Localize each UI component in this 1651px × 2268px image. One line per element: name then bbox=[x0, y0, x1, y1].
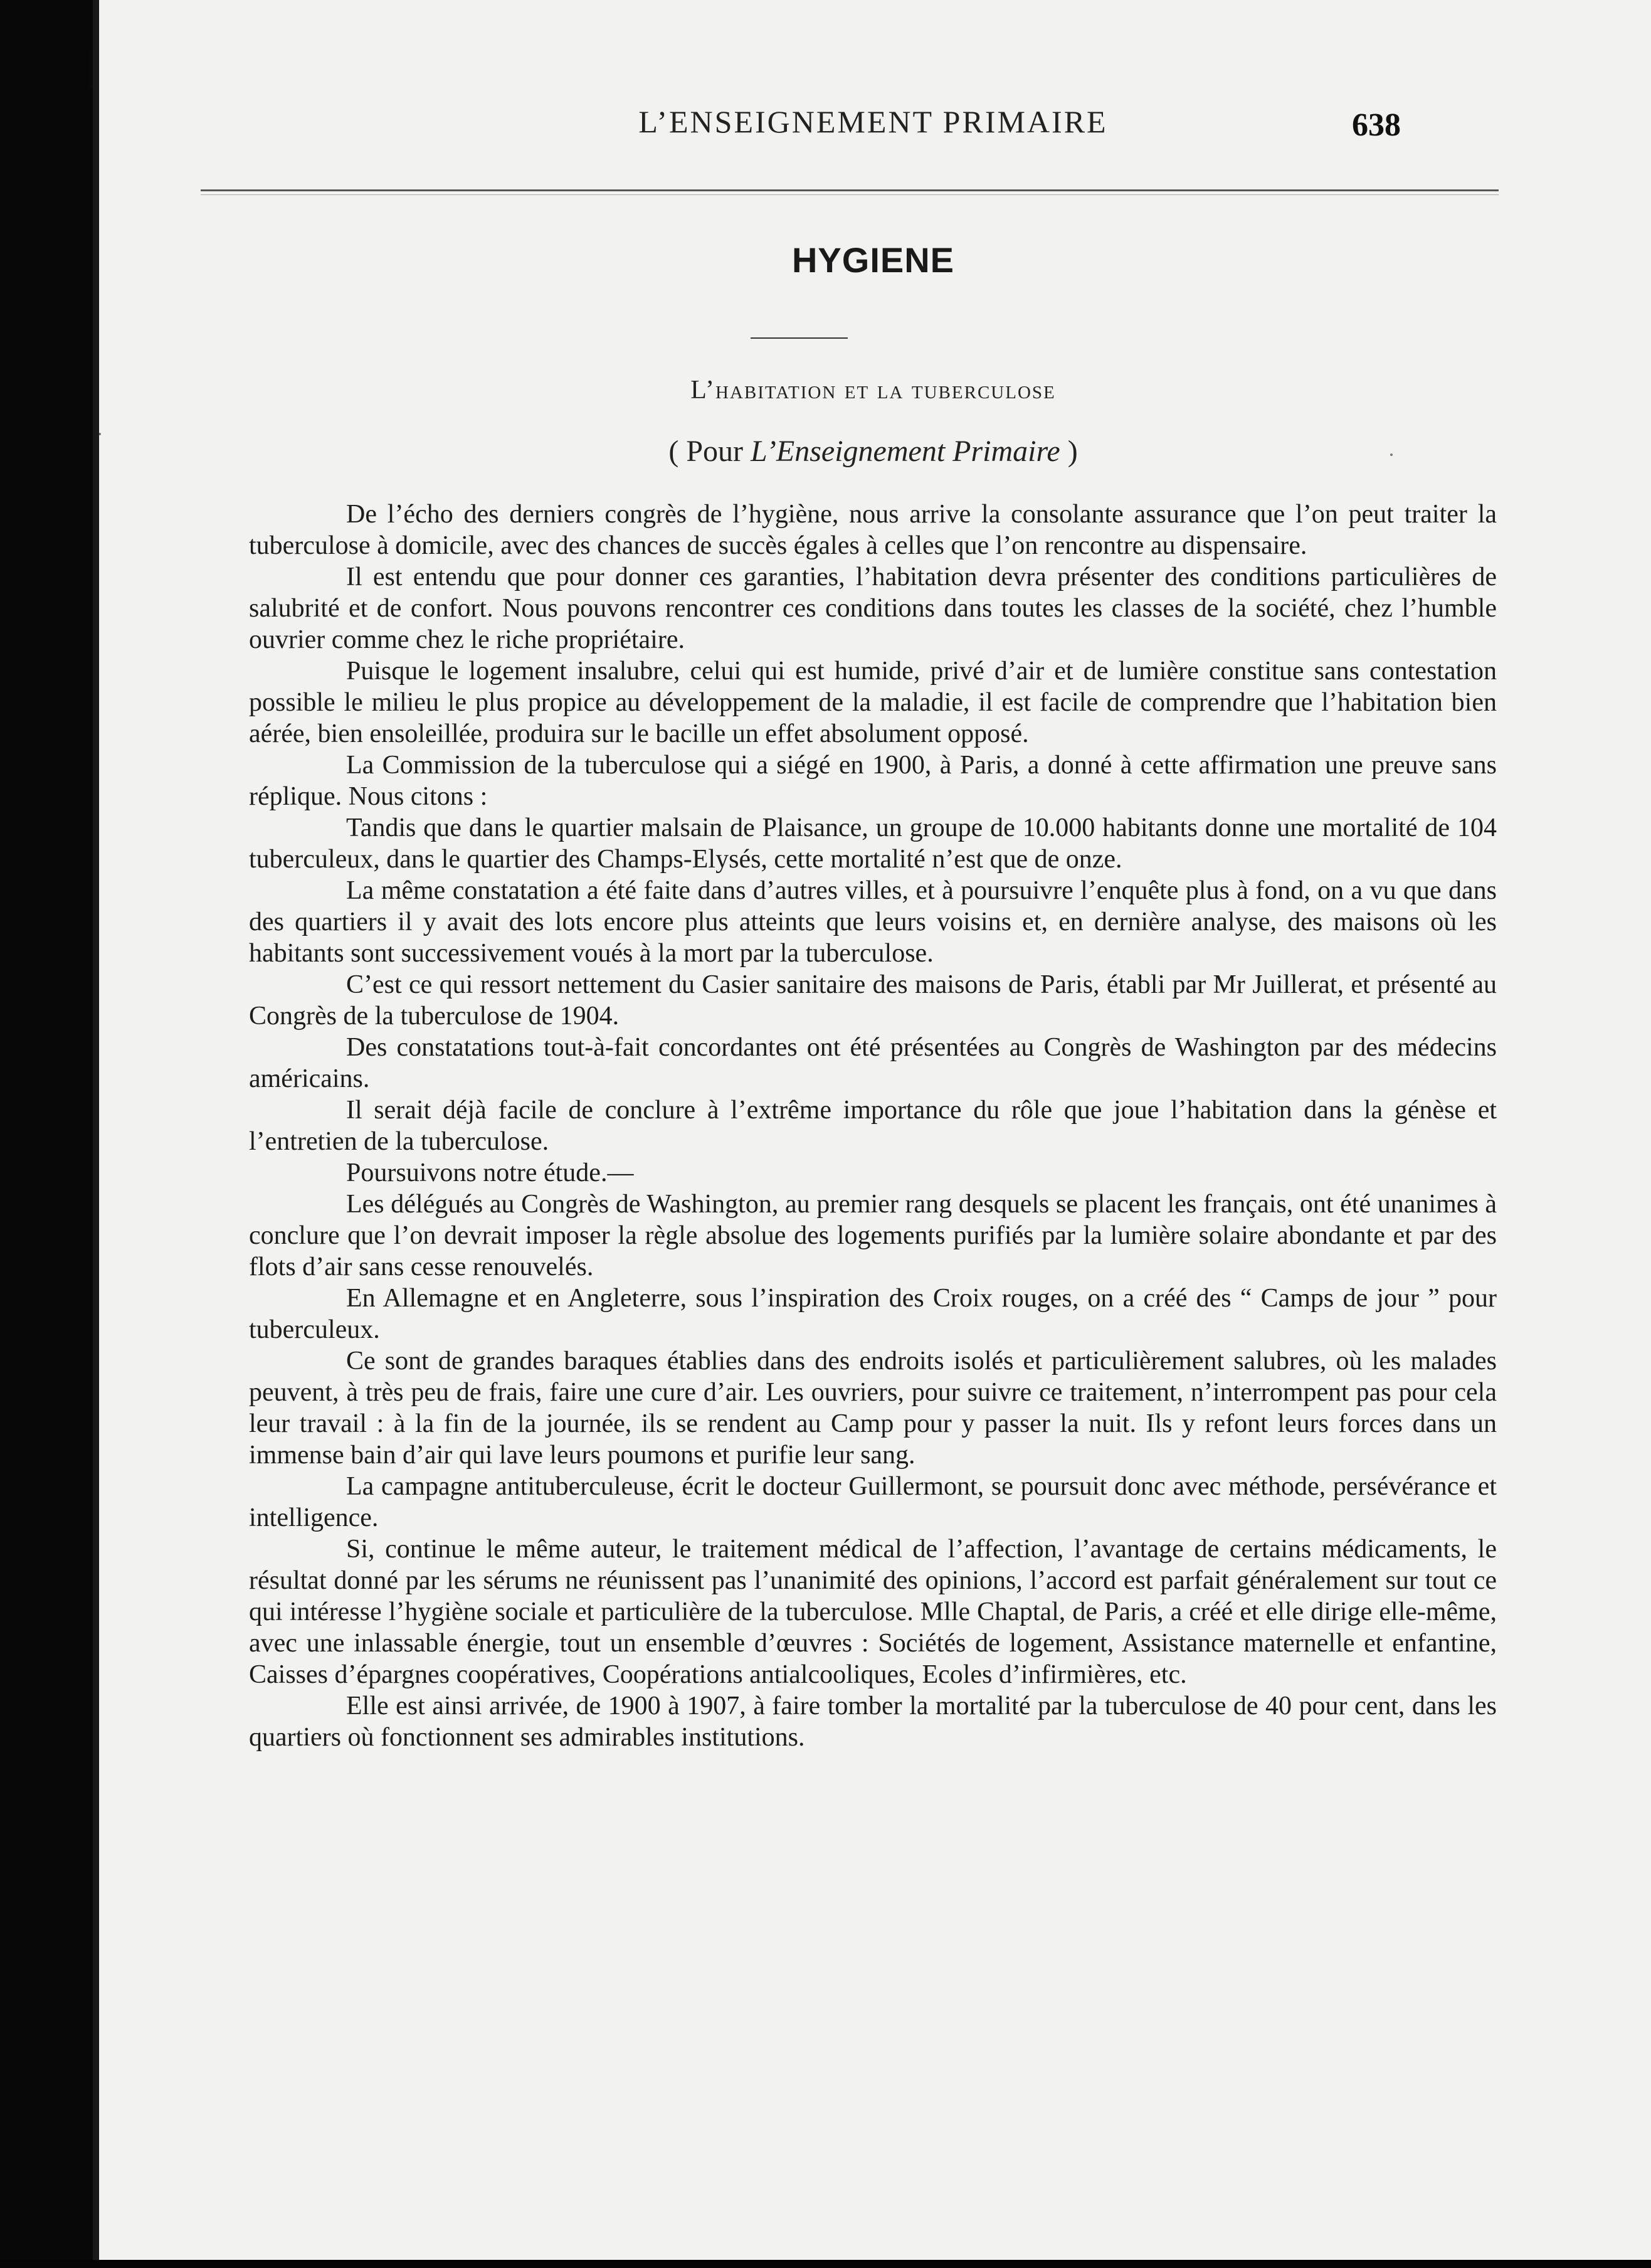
paragraph: La campagne antituberculeuse, écrit le docteur Guillermont, se poursuit donc avec méthode, persévérance et intelligence. bbox=[249, 1472, 1497, 1532]
title-divider bbox=[751, 337, 848, 339]
header-rule-secondary bbox=[201, 194, 1499, 195]
paragraph: Les délégués au Congrès de Washington, au premier rang desquels se placent les français, ont été unanimes à conclure que l’on devrait imposer la règle absolue des logements purifiés par la lumière solaire abondante et par des flots d’air sans cesse renouvelés. bbox=[249, 1190, 1497, 1281]
scan-bottom-edge bbox=[0, 2260, 1651, 2268]
byline-publication: L’Enseignement Primaire bbox=[751, 435, 1060, 468]
page-number: 638 bbox=[1352, 107, 1401, 143]
page-sheet bbox=[95, 0, 1651, 2260]
article-body bbox=[249, 499, 1497, 1753]
article-byline bbox=[95, 434, 1651, 469]
paragraph: De l’écho des derniers congrès de l’hygiène, nous arrive la consolante assurance que l’on peut traiter la tuberculose à domicile, avec des chances de succès égales à celles que l’on rencontre au dispensaire. bbox=[249, 500, 1497, 560]
scan-left-edge bbox=[93, 0, 99, 2260]
paragraph: Des constatations tout-à-fait concordantes ont été présentées au Congrès de Washington par des médecins américains. bbox=[249, 1033, 1497, 1093]
paragraph: Si, continue le même auteur, le traitement médical de l’affection, l’avantage de certains médicaments, le résultat donné par les sérums ne réunissent pas l’unanimité des opinions, l’accord est parfait généralement sur tout ce qui intéresse l’hygiène sociale et particulière de la tuberculose. Mlle Chaptal, de Paris, a créé et elle dirige elle-même, avec une inlassable énergie, tout un ensemble d’œuvres : Sociétés de logement, Assistance maternelle et enfantine, Caisses d’épargnes coopératives, Coopérations antialcooliques, Ecoles d’infirmières, etc. bbox=[249, 1535, 1497, 1689]
paragraph: Poursuivons notre étude.— bbox=[346, 1158, 634, 1187]
paragraph: La même constatation a été faite dans d’autres villes, et à poursuivre l’enquête plus à fond, on a vu que dans des quartiers il y avait des lots encore plus atteints que leurs voisins et, en dernière analyse, des maisons où les habitants sont successivement voués à la mort par la tuberculose. bbox=[249, 876, 1497, 968]
section-title: HYGIENE bbox=[791, 240, 955, 280]
paragraph: C’est ce qui ressort nettement du Casier sanitaire des maisons de Paris, établi par Mr Juillerat, et présenté au Congrès de la tuberculose de 1904. bbox=[249, 970, 1497, 1031]
paragraph: La Commission de la tuberculose qui a siégé en 1900, à Paris, a donné à cette affirmation une preuve sans réplique. Nous citons : bbox=[249, 751, 1497, 811]
byline-close: ) bbox=[1060, 435, 1078, 468]
header-rule bbox=[201, 189, 1499, 191]
byline-open: ( Pour bbox=[668, 435, 751, 468]
article-title: L’habitation et la tuberculose bbox=[690, 376, 1056, 405]
paragraph: Il serait déjà facile de conclure à l’extrême importance du rôle que joue l’habitation dans la génèse et l’entretien de la tuberculose. bbox=[249, 1096, 1497, 1156]
running-title: L’ENSEIGNEMENT PRIMAIRE bbox=[638, 104, 1108, 139]
paragraph: Tandis que dans le quartier malsain de Plaisance, un groupe de 10.000 habitants donne une mortalité de 104 tuberculeux, dans le quartier des Champs-Elysés, cette mortalité n’est que de onze. bbox=[249, 813, 1497, 874]
paragraph: Elle est ainsi arrivée, de 1900 à 1907, à faire tomber la mortalité par la tuberculose de 40 pour cent, dans les quartiers où fonctionnent ses admirables institutions. bbox=[249, 1692, 1497, 1752]
paragraph: En Allemagne et en Angleterre, sous l’inspiration des Croix rouges, on a créé des “ Camps de jour ” pour tuberculeux. bbox=[249, 1284, 1497, 1344]
paragraph: Ce sont de grandes baraques établies dans des endroits isolés et particulièrement salubres, où les malades peuvent, à très peu de frais, faire une cure d’air. Les ouvriers, pour suivre ce traitement, n’interrompent pas pour cela leur travail : à la fin de la journée, ils se rendent au Camp pour y passer la nuit. Ils y refont leurs forces dans un immense bain d’air qui lave leurs poumons et purifie leur sang. bbox=[249, 1347, 1497, 1470]
scan-speck bbox=[1390, 453, 1393, 456]
paragraph: Il est entendu que pour donner ces garanties, l’habitation devra présenter des conditions particulières de salubrité et de confort. Nous pouvons rencontrer ces conditions dans toutes les classes de la société, chez l’humble ouvrier comme chez le riche propriétaire. bbox=[249, 563, 1497, 654]
paragraph: Puisque le logement insalubre, celui qui est humide, privé d’air et de lumière constitue sans contestation possible le milieu le plus propice au développement de la maladie, il est facile de comprendre que l’habitation bien aérée, bien ensoleillée, produira sur le bacille un effet absolument opposé. bbox=[249, 657, 1497, 748]
